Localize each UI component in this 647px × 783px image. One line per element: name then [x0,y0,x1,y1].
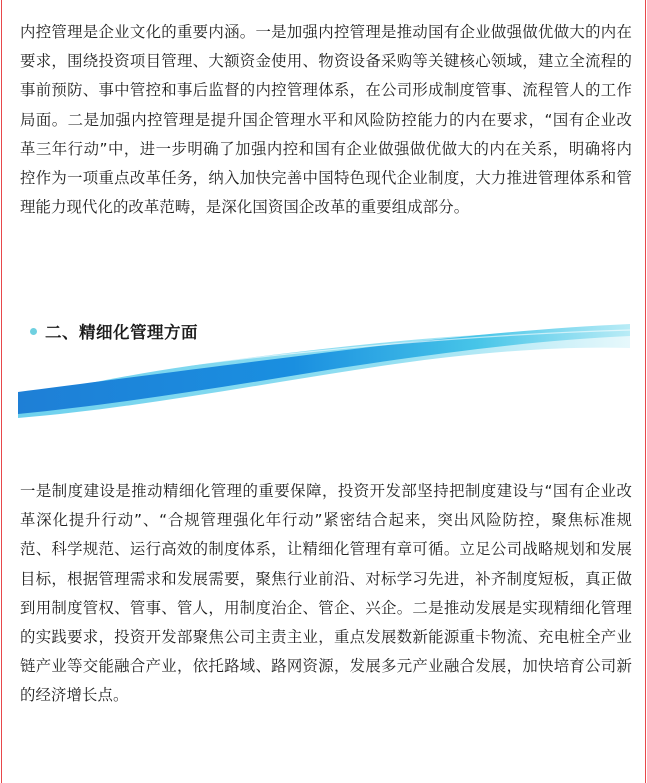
dot-bullet-icon [30,328,37,335]
section-title: 二、精细化管理方面 [45,323,198,342]
paragraph-refined-management: 一是制度建设是推动精细化管理的重要保障，投资开发部坚持把制度建设与“国有企业改革深化提升行动”、“合规管理强化年行动”紧密结合起来，突出风险防控，聚焦标准规范、科学规范、运行高效的制度体系，让精细化管理有章可循。立足公司战略规划和发展目标，根据管理需求和发展需要，聚焦行业前沿、对标学习先进，补齐制度短板，真正做到用制度管权、管事、管人，用制度治企、管企、兴企。二是推动发展是实现精细化管理的实践要求，投资开发部聚焦公司主责主业，重点发展数新能源重卡物流、充电桩全产业链产业等交能融合产业，依托路域、路网资源，发展多元产业融合发展，加快培育公司新的经济增长点。 [20,482,632,705]
paragraph-internal-control: 内控管理是企业文化的重要内涵。一是加强内控管理是推动国有企业做强做优做大的内在要求，围绕投资项目管理、大额资金使用、物资设备采购等关键核心领域，建立全流程的事前预防、事中管控和事后监督的内控管理体系，在公司形成制度管事、流程管人的工作局面。二是加强内控管理是提升国企管理水平和风险防控能力的内在要求，“国有企业改革三年行动”中，进一步明确了加强内控和国有企业做强做优做大的内在关系，明确将内控作为一项重点改革任务，纳入加快完善中国特色现代企业制度，大力推进管理体系和管理能力现代化的改革范畴，是深化国资国企改革的重要组成部分。 [20,23,632,217]
section-heading [30,316,198,346]
